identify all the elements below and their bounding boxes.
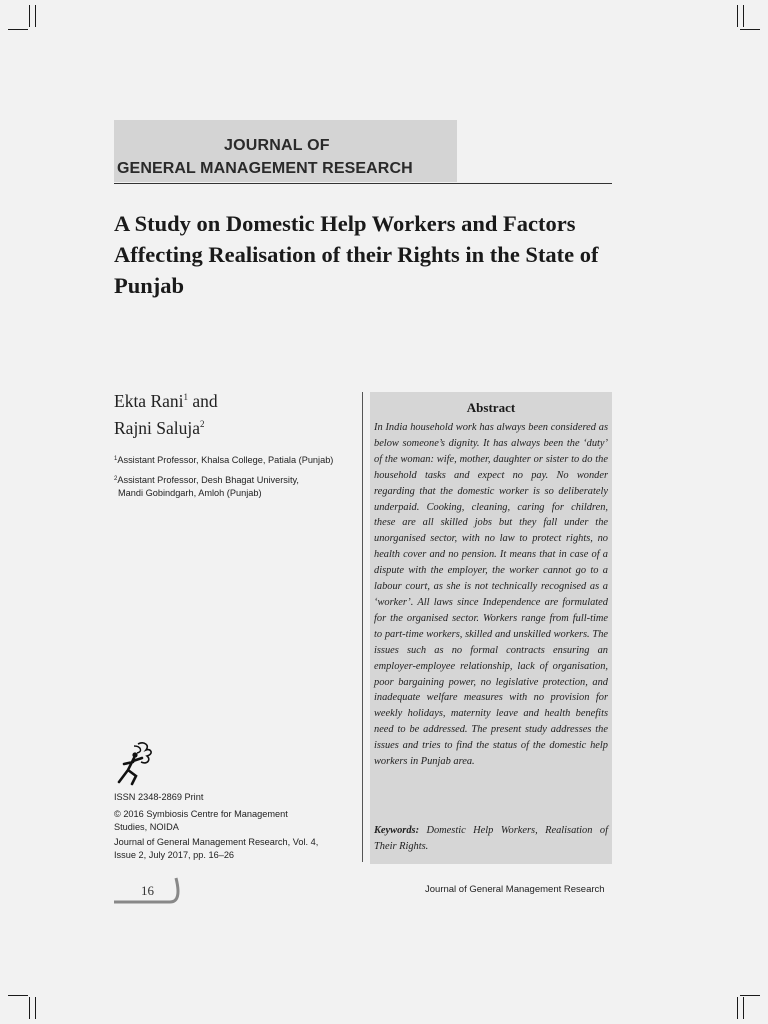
author-1	[114, 386, 218, 413]
journal-masthead	[114, 120, 457, 182]
crop-mark	[740, 995, 760, 996]
copyright: © 2016 Symbiosis Centre for Management Studies, NOIDA	[114, 809, 288, 832]
author-join: and	[188, 391, 218, 411]
page-number-tab	[114, 874, 182, 904]
abstract-heading: Abstract	[466, 400, 516, 415]
author-2-mark: 2	[200, 419, 205, 429]
crop-mark	[29, 5, 30, 27]
crop-mark	[743, 997, 744, 1019]
symbiosis-logo-icon	[114, 740, 156, 786]
crop-mark	[8, 29, 28, 30]
affiliation-2-line-1: Assistant Professor, Desh Bhagat University,	[117, 475, 299, 485]
affiliation-2-line-2: Mandi Gobindgarh, Amloh (Punjab)	[118, 488, 262, 498]
crop-mark	[743, 5, 744, 27]
affiliation-2	[114, 473, 299, 500]
header-rule	[114, 183, 612, 184]
crop-mark	[35, 5, 36, 27]
abstract-box	[370, 392, 612, 864]
crop-mark	[740, 29, 760, 30]
article-title: A Study on Domestic Help Workers and Factors Affecting Realisation of their Rights in the State of Punjab	[114, 211, 599, 298]
keywords-label: Keywords:	[374, 825, 420, 836]
author-list	[114, 386, 218, 440]
masthead-line-1: JOURNAL OF	[224, 137, 330, 154]
masthead-line-2: GENERAL MANAGEMENT RESEARCH	[117, 160, 413, 177]
crop-mark	[8, 995, 28, 996]
affiliation-1-text: Assistant Professor, Khalsa College, Patiala (Punjab)	[117, 455, 334, 465]
issn: ISSN 2348-2869 Print	[114, 792, 204, 802]
crop-mark	[737, 997, 738, 1019]
affiliation-1	[114, 453, 333, 467]
column-divider	[362, 392, 363, 862]
footer-journal-name: Journal of General Management Research	[425, 884, 605, 895]
crop-mark	[29, 997, 30, 1019]
author-1-mark: 1	[183, 392, 188, 402]
citation: Journal of General Management Research, Vol. 4, Issue 2, July 2017, pp. 16–26	[114, 837, 319, 860]
author-2	[114, 413, 218, 440]
page-number: 16	[141, 883, 154, 898]
affiliation-1-mark: 1	[114, 456, 118, 462]
crop-mark	[737, 5, 738, 27]
crop-mark	[35, 997, 36, 1019]
abstract-text: In India household work has always been considered as below someone’s dignity. It has always been the ‘duty’ of the woman: wife, mother, daughter or sister to do the household tasks and expect no pay. No wonder regarding that the domestic worker is so deliberately underpaid. Cooking, cleaning, caring for children, these are all skilled jobs but they fall under the unorganised sector, with no law to protect rights, no health cover and no pension. It means that in case of a dispute with the employer, the worker cannot go to a labour court, as she is not technically recognised as a ‘worker’. All laws since Independence are formulated for the organised sector. Workers range from full-time to part-time workers, skilled and unskilled workers. The issues such as no formal contracts ensuring an employer-employee relationship, lack of organisation, poor bargaining power, no legislative protection, and inadequate welfare measures with no provision for weekly holidays, maternity leave and health benefits need to be addressed. The present study addresses the issues and tries to find the status of the domestic help workers in Punjab area.	[374, 422, 608, 768]
author-1-name: Ekta Rani	[114, 391, 184, 411]
affiliation-2-mark: 2	[114, 476, 118, 482]
keywords-text: Domestic Help Workers, Realisation of Their Rights.	[374, 825, 608, 852]
keywords	[374, 823, 608, 855]
author-2-name: Rajni Saluja	[114, 418, 201, 438]
